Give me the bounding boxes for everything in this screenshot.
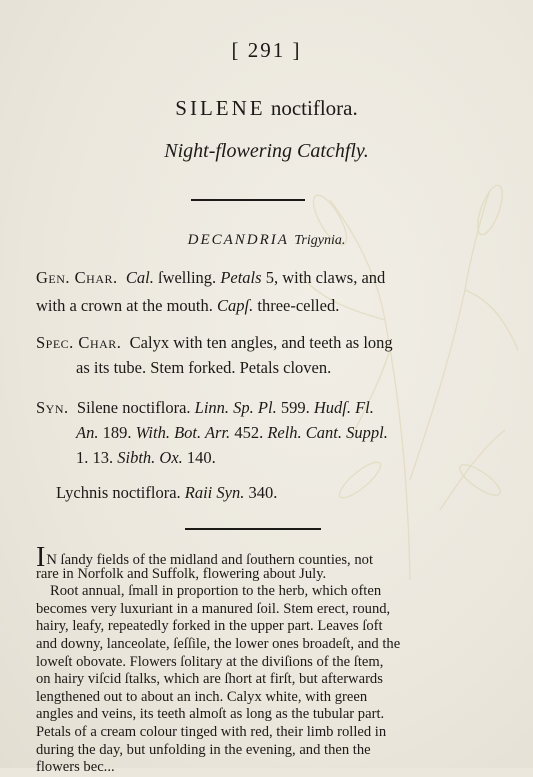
syn-text: Hudſ. Fl.: [313, 398, 374, 417]
linnaean-classification: [0, 232, 533, 249]
top-divider-rule: [191, 199, 305, 201]
syn-text: Relh. Cant. Suppl.: [267, 423, 388, 442]
gen-char-text: Petals: [220, 268, 262, 287]
description-line: and downy, lanceolate, ſeſſile, the lower ones broadeſt, and the: [36, 635, 401, 652]
syn-line-4: [56, 481, 277, 505]
drop-cap: I: [36, 542, 46, 573]
gen-char-line-2: [36, 294, 339, 318]
genus-name: SILENE: [175, 96, 266, 120]
common-name: Night-flowering Catchfly.: [164, 140, 369, 162]
description-line: hairy, leafy, repeatedly forked in the upper part. Leaves ſoft: [36, 618, 383, 635]
gen-char-text: 5, with claws, and: [261, 268, 386, 287]
description-line: on hairy viſcid ſtalks, which are ſhort at firſt, but afterwards: [36, 671, 383, 688]
gen-char-line-1: [36, 266, 385, 290]
gen-char-text: Cal.: [125, 268, 154, 287]
description-line: Petals of a cream colour tinged with red, their limb rolled in: [36, 723, 387, 740]
gen-char-text: three-celled.: [253, 296, 340, 315]
linnaean-class: DECANDRIA: [187, 232, 289, 248]
gen-char-text: with a crown at the mouth.: [36, 296, 218, 315]
description-text: N ſandy fields of the midland and ſouthern counties, not: [46, 552, 373, 568]
syn-line-2: [76, 421, 388, 445]
linnaean-order: Trigynia.: [294, 233, 346, 248]
syn-text: 340.: [244, 483, 278, 502]
gen-char-text: ſwelling.: [153, 268, 221, 287]
syn-text: An.: [76, 423, 99, 442]
page-number: [ 291 ]: [231, 38, 302, 62]
description-line: angles and veins, its teeth almoſt as long as the tubular part.: [36, 706, 385, 723]
syn-text: 1. 13.: [76, 448, 118, 467]
description-line: becomes very luxuriant in a manured ſoil. Stem erect, round,: [36, 600, 391, 617]
description-line: rare in Norfolk and Suffolk, flowering about July.: [36, 565, 327, 582]
spec-char-text: Calyx with ten angles, and teeth as long: [129, 333, 393, 352]
syn-line-3: [76, 446, 216, 470]
spec-char-line-2: as its tube. Stem forked. Petals cloven.: [76, 358, 332, 377]
gen-char-label: Gen. Char.: [36, 268, 118, 287]
syn-line-1: [36, 396, 374, 420]
description-line: Root annual, ſmall in proportion to the herb, which often: [50, 583, 382, 600]
syn-text: 189.: [98, 423, 136, 442]
description-line: during the day, but unfolding in the evening, and then the: [36, 741, 371, 758]
syn-text: Lychnis noctiflora.: [56, 483, 185, 502]
description-paragraphs: [36, 542, 484, 777]
spec-char-label: Spec. Char.: [36, 333, 122, 352]
syn-text: Linn. Sp. Pl.: [194, 398, 277, 417]
syn-text: Silene noctiflora.: [76, 398, 195, 417]
description-line: lengthened out to about an inch. Calyx white, with green: [36, 688, 368, 705]
description-line: flowers bec...: [36, 759, 115, 776]
bottom-divider-rule: [185, 528, 321, 530]
description-line: loweſt obovate. Flowers ſolitary at the diviſions of the ſtem,: [36, 653, 384, 670]
syn-text: 452.: [230, 423, 268, 442]
species-name: noctiflora.: [270, 96, 358, 120]
gen-char-text: Capſ.: [217, 296, 254, 315]
syn-text: Sibth. Ox.: [117, 448, 183, 467]
genus-heading: [0, 96, 533, 121]
syn-text: With. Bot. Arr.: [135, 423, 231, 442]
syn-text: 599.: [276, 398, 314, 417]
syn-text: 140.: [182, 448, 216, 467]
spec-char-line-1: [36, 331, 393, 355]
syn-text: Raii Syn.: [184, 483, 245, 502]
description-line: [36, 542, 484, 573]
syn-label: Syn.: [36, 398, 69, 417]
